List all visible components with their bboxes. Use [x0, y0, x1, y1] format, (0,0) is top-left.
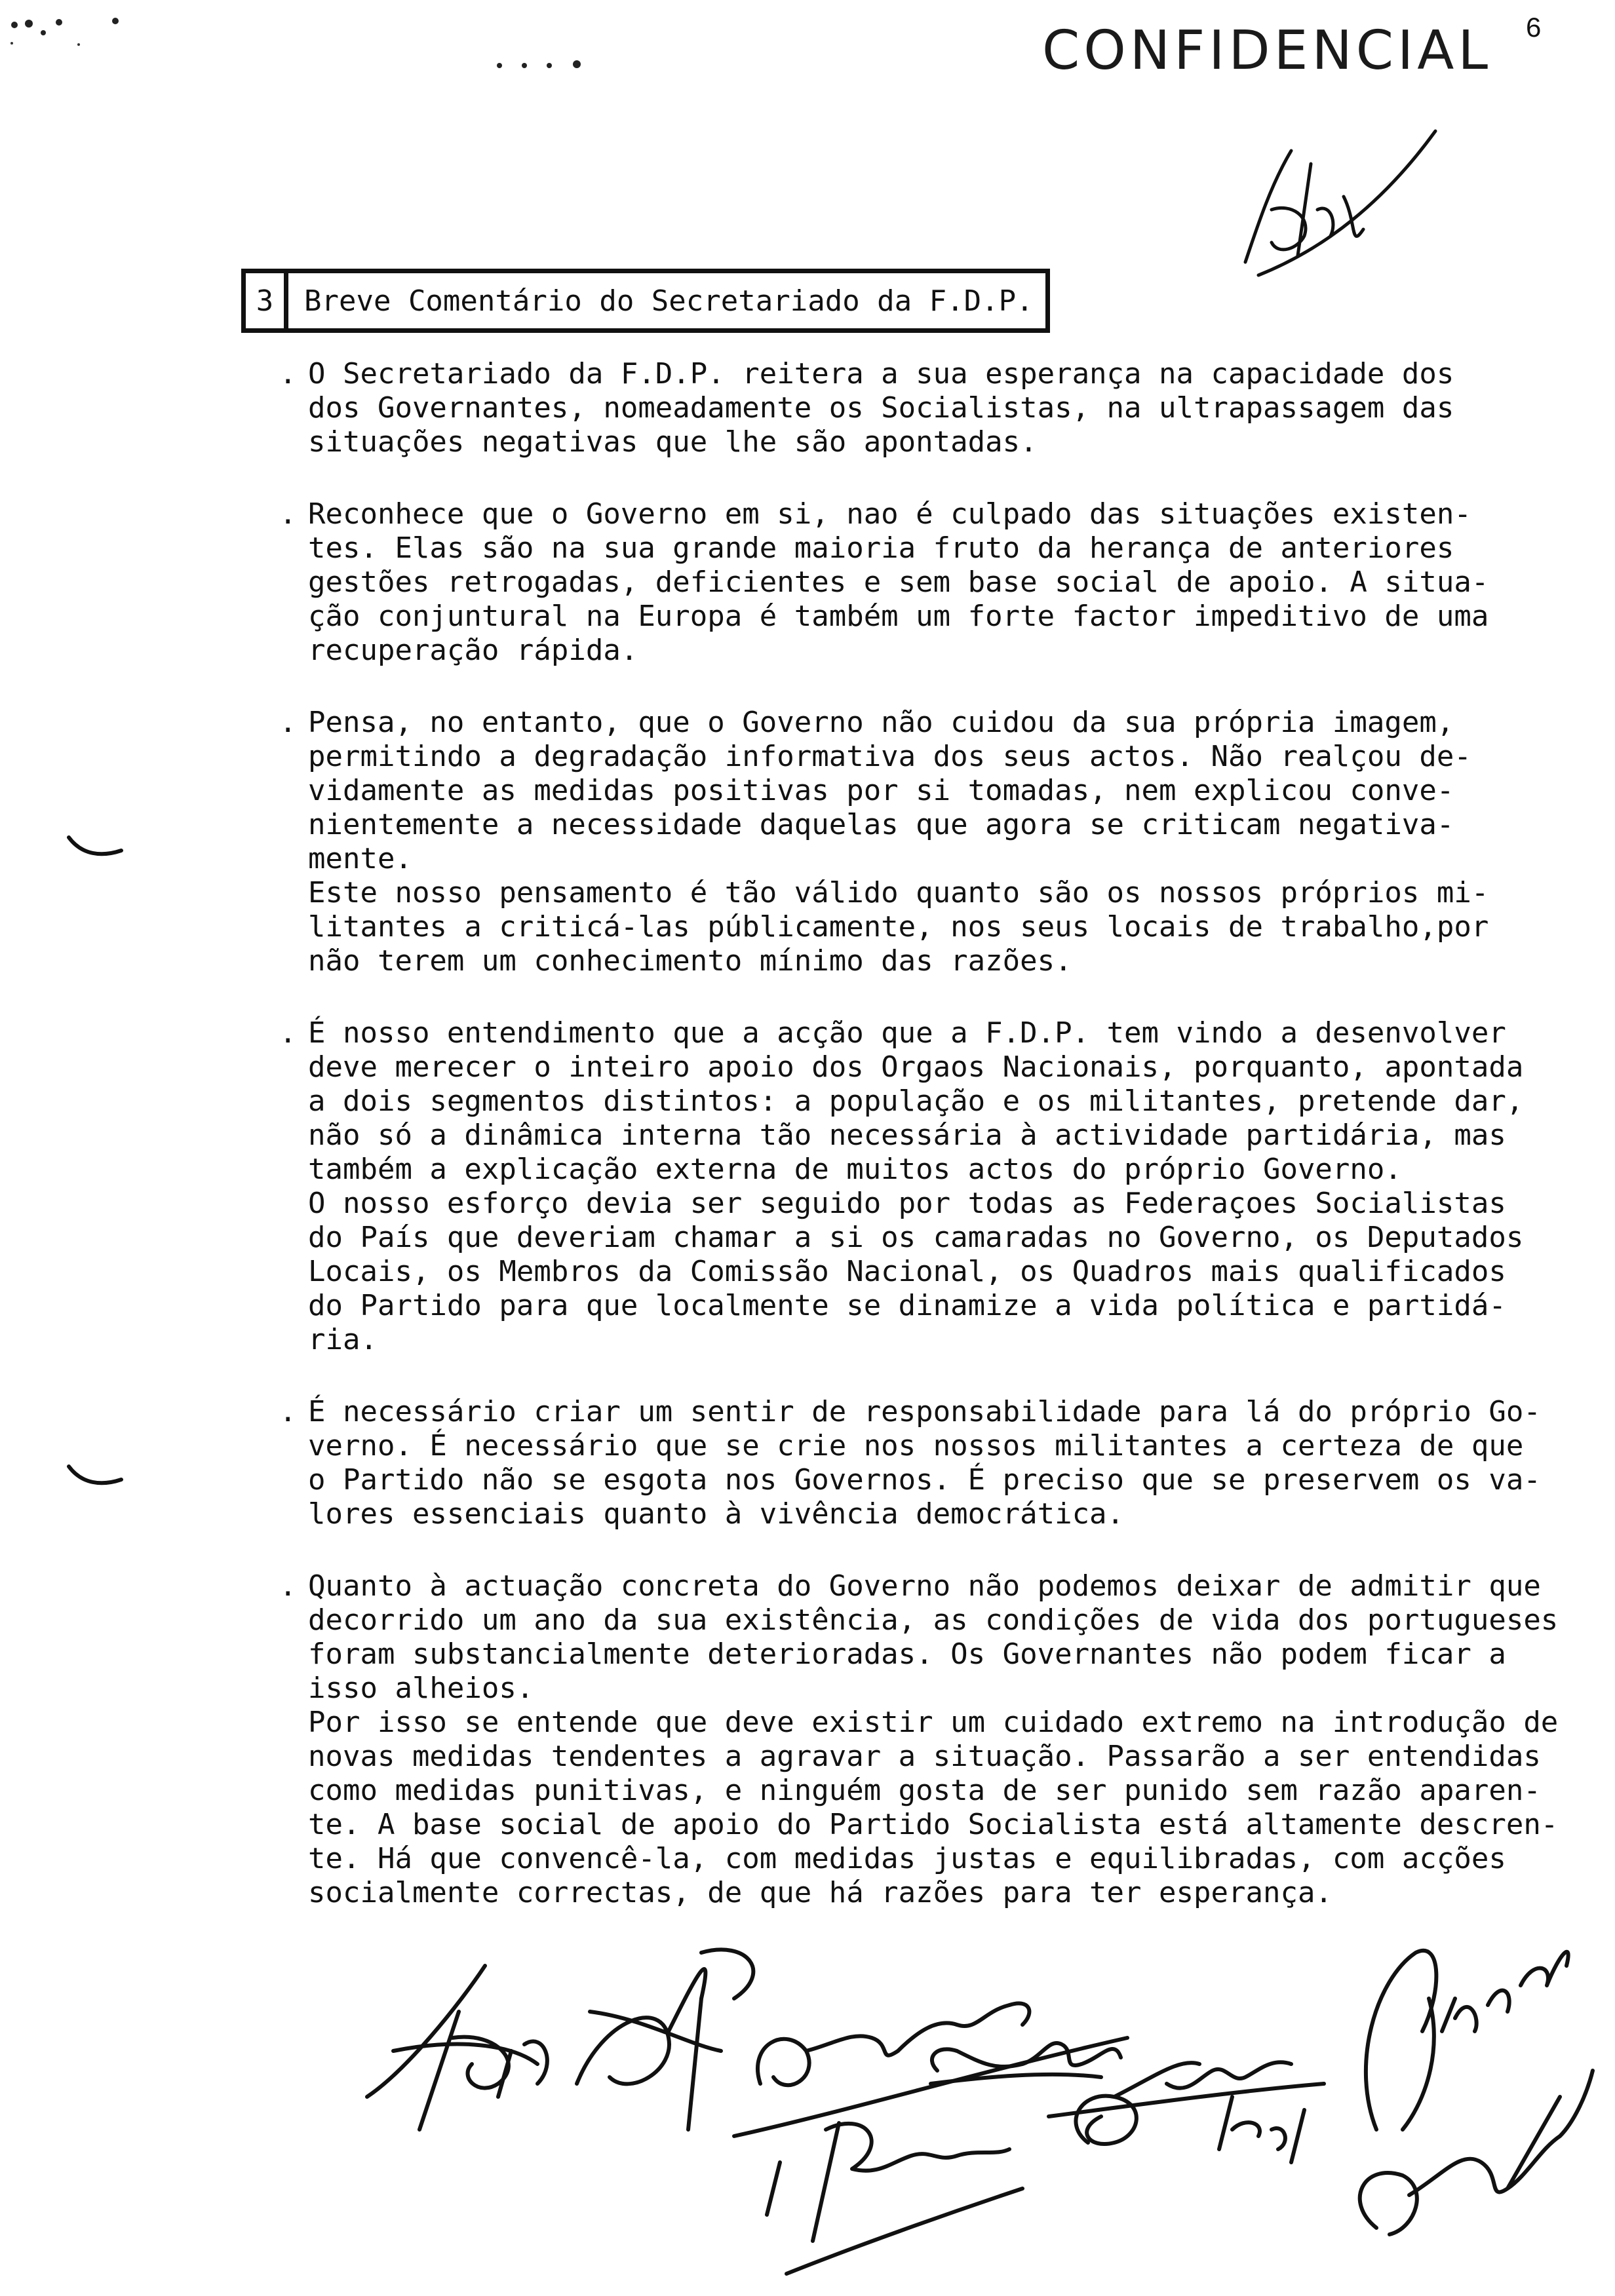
- text-line: Locais, os Membros da Comissão Nacional, os Quadros mais qualificados: [308, 1255, 1506, 1288]
- page-number: 6: [1526, 12, 1542, 43]
- paragraph-4: [279, 1016, 1553, 1357]
- text-line: foram substancialmente deterioradas. Os Governantes não podem ficar a: [308, 1637, 1506, 1671]
- text-line: a dois segmentos distintos: a população e os militantes, pretende dar,: [308, 1084, 1524, 1118]
- initials-signature: [1232, 124, 1442, 295]
- signature-ribeiro: [1366, 1951, 1568, 2130]
- text-line: mente.: [308, 842, 412, 875]
- signature-scrawl: [1360, 2071, 1593, 2234]
- paragraph-3: [279, 706, 1553, 978]
- text-line: decorrido um ano da sua existência, as condições de vida dos portugueses: [308, 1603, 1559, 1637]
- text-line: o Partido não se esgota nos Governos. É preciso que se preservem os va-: [308, 1463, 1541, 1497]
- text-line: Reconhece que o Governo em si, nao é culpado das situações existen-: [308, 497, 1471, 531]
- signature-pena: [767, 2123, 1022, 2274]
- text-line: te. Há que convencê-la, com medidas justas e equilibradas, com acções: [308, 1842, 1506, 1875]
- signature-venceslau: [734, 2003, 1127, 2136]
- text-line: novas medidas tendentes a agravar a situação. Passarão a ser entendidas: [308, 1740, 1541, 1773]
- text-line: situações negativas que lhe são apontadas.: [308, 425, 1038, 459]
- text-line: isso alheios.: [308, 1672, 534, 1705]
- section-title: Breve Comentário do Secretariado da F.D.P.: [304, 284, 1034, 318]
- text-line: É nosso entendimento que a acção que a F.D.P. tem vindo a desenvolver: [308, 1016, 1506, 1050]
- comment-body: [279, 357, 1559, 1948]
- text-line: nientemente a necessidade daquelas que agora se criticam negativa-: [308, 808, 1454, 841]
- text-line: como medidas punitivas, e ninguém gosta de ser punido sem razão aparen-: [308, 1774, 1541, 1807]
- scan-specks: [0, 0, 170, 79]
- text-line: do País que deveriam chamar a si os camaradas no Governo, os Deputados: [308, 1221, 1524, 1254]
- text-line: lores essenciais quanto à vivência democrática.: [308, 1497, 1125, 1531]
- paragraph-bullet: .: [279, 1395, 297, 1428]
- text-line: recuperação rápida.: [308, 634, 638, 667]
- text-line: te. A base social de apoio do Partido Socialista está altamente descren-: [308, 1808, 1559, 1841]
- text-line: verno. É necessário que se crie nos nossos militantes a certeza de que: [308, 1429, 1524, 1463]
- text-line: O nosso esforço devia ser seguido por todas as Federaçoes Socialistas: [308, 1187, 1506, 1220]
- paragraph-6: [279, 1569, 1559, 1910]
- paragraph-bullet: .: [279, 706, 297, 739]
- paragraph-5: [279, 1395, 1553, 1531]
- text-line: Por isso se entende que deve existir um cuidado extremo na introdução de: [308, 1706, 1559, 1739]
- text-line: tes. Elas são na sua grande maioria fruto da herança de anteriores: [308, 531, 1454, 565]
- text-line: do Partido para que localmente se dinamize a vida política e partidá-: [308, 1289, 1506, 1322]
- paragraph-bullet: .: [279, 497, 297, 531]
- text-line: vidamente as medidas positivas por si tomadas, nem explicou conve-: [308, 774, 1454, 807]
- text-line: não só a dinâmica interna tão necessária à actividade partidária, mas: [308, 1119, 1506, 1152]
- paragraph-1: [279, 357, 1553, 459]
- text-line: socialmente correctas, de que há razões para ter esperança.: [308, 1876, 1333, 1909]
- text-line: Quanto à actuação concreta do Governo não podemos deixar de admitir que: [308, 1569, 1541, 1603]
- signature-frade: [1049, 2062, 1324, 2144]
- text-line: dos Governantes, nomeadamente os Socialistas, na ultrapassagem das: [308, 391, 1454, 425]
- paragraph-bullet: .: [279, 1569, 297, 1603]
- text-line: ria.: [308, 1323, 378, 1356]
- text-line: Este nosso pensamento é tão válido quanto são os nossos próprios mi-: [308, 876, 1489, 909]
- margin-mark-1: [66, 832, 125, 865]
- paragraph-bullet: .: [279, 1016, 297, 1050]
- text-line: não terem um conhecimento mínimo das razões.: [308, 944, 1072, 978]
- signature-small: [1219, 2097, 1304, 2162]
- signature-andrade: [931, 2043, 1121, 2084]
- text-line: também a explicação externa de muitos actos do próprio Governo.: [308, 1153, 1402, 1186]
- paragraph-bullet: .: [279, 357, 297, 391]
- text-line: O Secretariado da F.D.P. reitera a sua esperança na capacidade dos: [308, 357, 1454, 391]
- text-line: litantes a criticá-las públicamente, nos seus locais de trabalho,por: [308, 910, 1489, 944]
- text-line: É necessário criar um sentir de responsabilidade para lá do próprio Go-: [308, 1395, 1541, 1428]
- margin-mark-2: [66, 1461, 125, 1494]
- section-heading: [241, 269, 1050, 333]
- text-line: permitindo a degradação informativa dos seus actos. Não realçou de-: [308, 740, 1471, 773]
- text-line: ção conjuntural na Europa é também um forte factor impeditivo de uma: [308, 600, 1489, 633]
- text-line: gestões retrogadas, deficientes e sem base social de apoio. A situa-: [308, 565, 1489, 599]
- text-line: deve merecer o inteiro apoio dos Orgaos Nacionais, porquanto, apontada: [308, 1050, 1524, 1084]
- paragraph-2: [279, 497, 1553, 668]
- signature-pinto: [367, 1966, 547, 2130]
- signature-2: [577, 1949, 753, 2130]
- confidential-stamp: CONFIDENCIAL: [1042, 20, 1492, 82]
- section-number: 3: [246, 273, 288, 328]
- text-line: Pensa, no entanto, que o Governo não cuidou da sua própria imagem,: [308, 706, 1454, 739]
